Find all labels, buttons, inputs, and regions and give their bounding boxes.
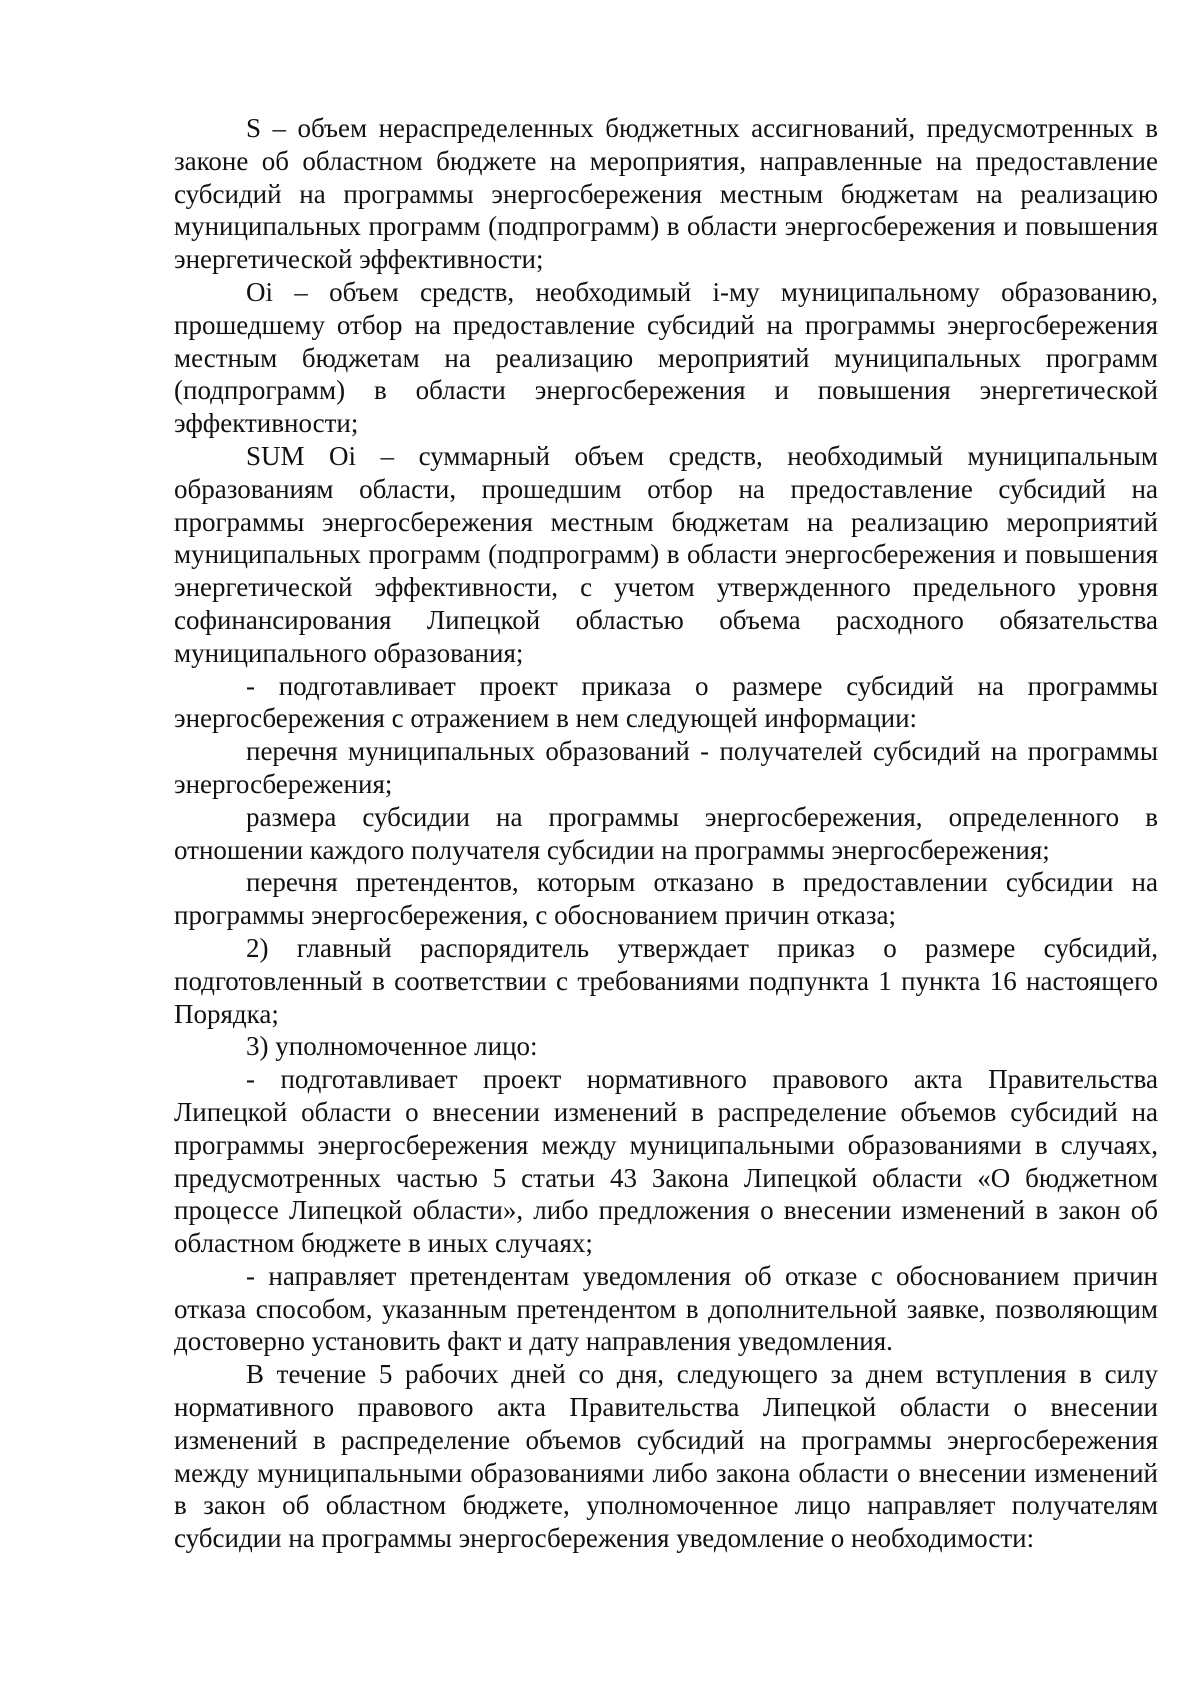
paragraph-oi-definition: Oi – объем средств, необходимый i-му муниципальному образованию, прошедшему отбор на предоставление субсидий на программы энергосбережения местным бюджетам на реализацию мероприятий муниципальных программ (подпрограмм) в области энергосбережения и повышения энергетической эффективности; [174, 276, 1158, 439]
paragraph-list-of-rejected: перечня претендентов, которым отказано в предоставлении субсидии на программы энергосбережения, с обоснованием причин отказа; [174, 867, 1158, 931]
paragraph-within-5-days: В течение 5 рабочих дней со дня, следующего за днем вступления в силу нормативного правового акта Правительства Липецкой области о внесении изменений в распределение объемов субсидий на программы энергосбережения между муниципальными образованиями либо закона области о внесении изменений в закон об областном бюджете, уполномоченное лицо направляет получателям субсидии на программы энергосбережения уведомление о необходимости: [174, 1359, 1158, 1554]
paragraph-item-3: 3) уполномоченное лицо: [246, 1031, 538, 1062]
paragraph-sum-oi-definition: SUM Oi – суммарный объем средств, необходимый муниципальным образованиям области, прошедшим отбор на предоставление субсидий на программы энергосбережения местным бюджетам на реализацию мероприятий муниципальных программ (подпрограмм) в области энергосбережения и повышения энергетической эффективности, с учетом утвержденного предельного уровня софинансирования Липецкой областью объема расходного обязательства муниципального образования; [174, 440, 1158, 668]
paragraph-prepares-legal-act: - подготавливает проект нормативного правового акта Правительства Липецкой области о внесении изменений в распределение объемов субсидий на программы энергосбережения между муниципальными образованиями в случаях, предусмотренных частью 5 статьи 43 Закона Липецкой области «О бюджетном процессе Липецкой области», либо предложения о внесении изменений в закон об областном бюджете в иных случаях; [174, 1064, 1158, 1259]
paragraph-item-2: 2) главный распорядитель утверждает приказ о размере субсидий, подготовленный в соответствии с требованиями подпункта 1 пункта 16 настоящего Порядка; [174, 932, 1158, 1029]
paragraph-prepares-order-draft: - подготавливает проект приказа о размере субсидий на программы энергосбережения с отражением в нем следующей информации: [174, 670, 1158, 734]
paragraph-list-of-recipients: перечня муниципальных образований - получателей субсидий на программы энергосбережения; [174, 736, 1158, 799]
paragraph-s-definition: S – объем нераспределенных бюджетных ассигнований, предусмотренных в законе об областном бюджете на мероприятия, направленные на предоставление субсидий на программы энергосбережения местным бюджетам на реализацию муниципальных программ (подпрограмм) в области энергосбережения и повышения энергетической эффективности; [174, 113, 1158, 275]
paragraph-subsidy-size: размера субсидии на программы энергосбережения, определенного в отношении каждого получателя субсидии на программы энергосбережения; [174, 801, 1158, 865]
document-page [174, 112, 1158, 1555]
paragraph-sends-refusal-notices: - направляет претендентам уведомления об отказе с обоснованием причин отказа способом, указанным претендентом в дополнительной заявке, позволяющим достоверно установить факт и дату направления уведомления. [174, 1260, 1158, 1357]
